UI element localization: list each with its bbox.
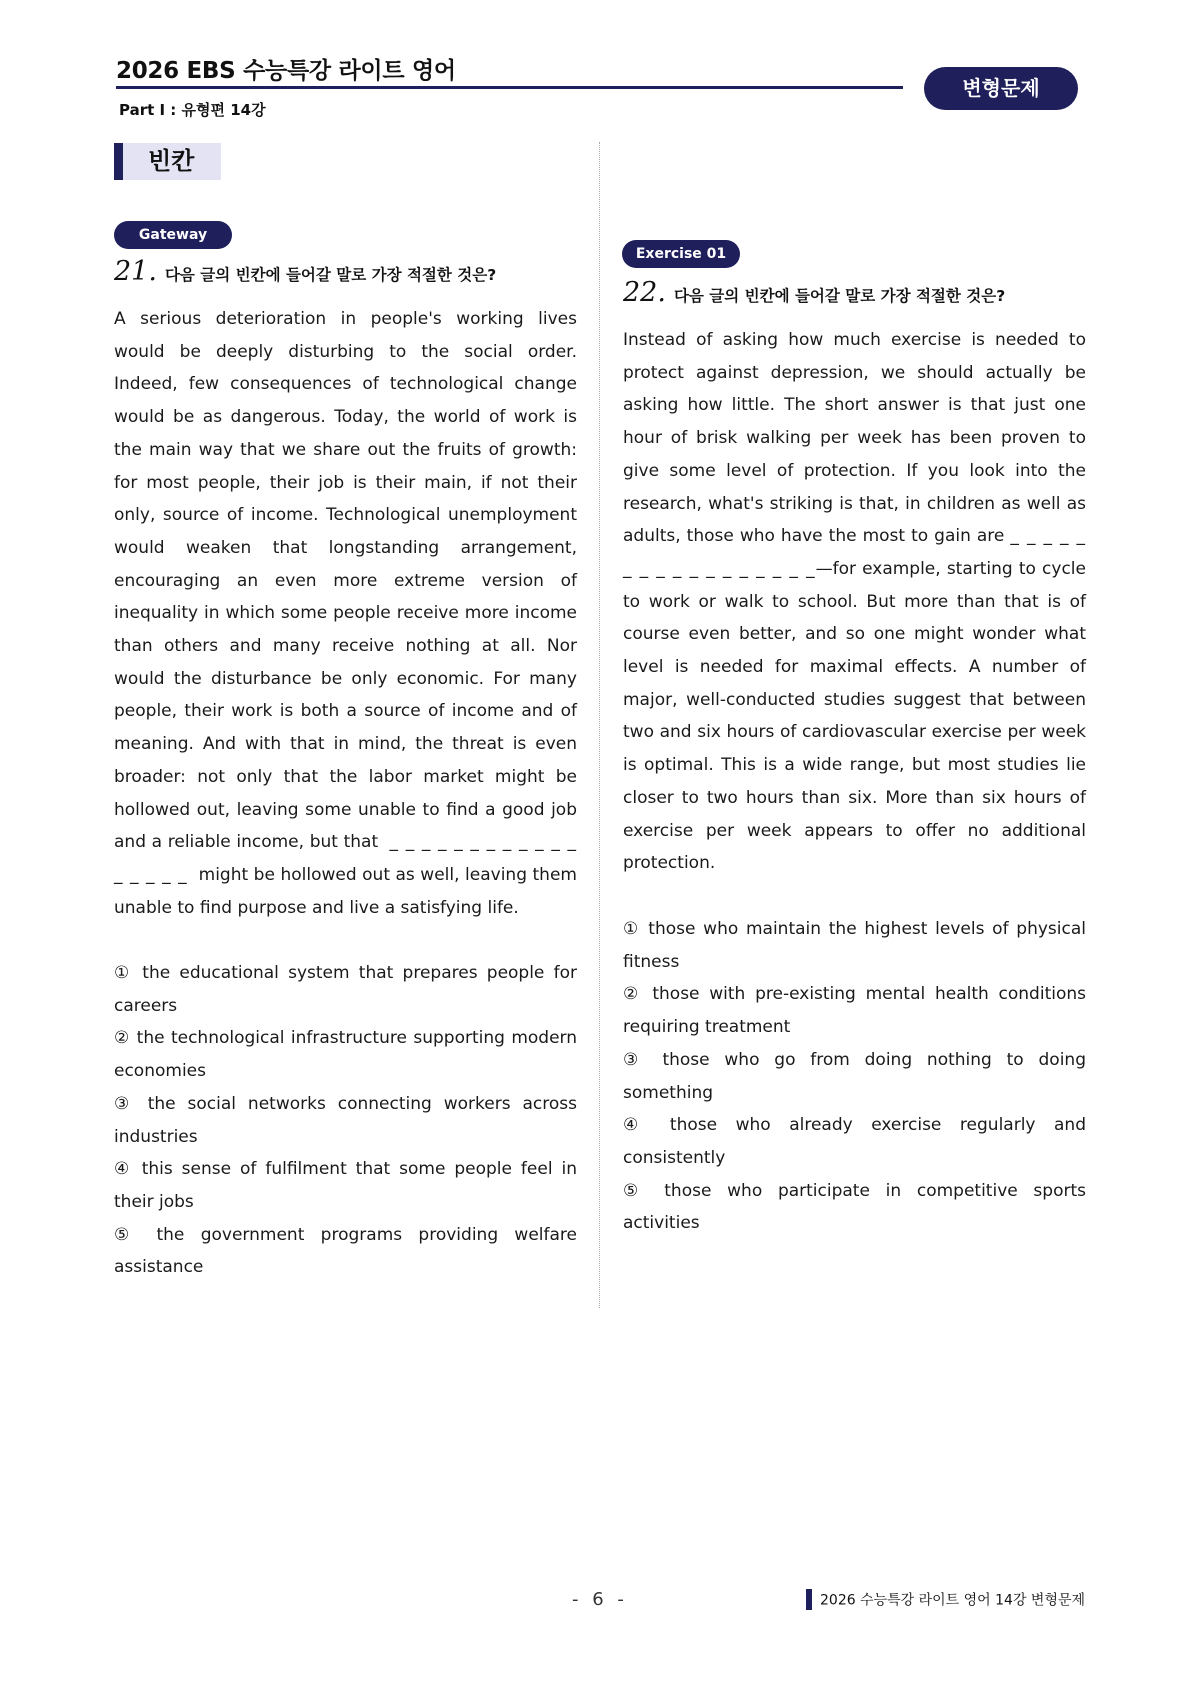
gateway-choice-5[interactable]: ⑤ the government programs providing welfare assistance — [114, 1224, 577, 1278]
gateway-question-prompt: 다음 글의 빈칸에 들어갈 말로 가장 적절한 것은? — [164, 266, 497, 284]
exercise-choice-3[interactable]: ③ those who go from doing nothing to doing something — [623, 1049, 1086, 1103]
gateway-passage-text-before: A serious deterioration in people's working lives would be deeply disturbing to the social order. Indeed, few consequences of technological change would be as dangerous. Today, the world of work is the main way that we share out the fruits of growth: for most people, their job is their main, if not their only, source of income. Technological unemployment would weaken that longstanding arrangement, encouraging an even more extreme version of inequality in which some people receive more income than others and many receive nothing at all. Nor would the disturbance be only economic. For many people, their work is both a source of income and of meaning. And with that in mind, the threat is even broader: not only that the labor market might be hollowed out, leaving some unable to find a good job and a reliable income, but that — [114, 309, 577, 853]
exercise-choices — [623, 913, 1086, 1240]
exercise-blank: _ _ _ _ _ _ _ _ _ _ _ _ _ _ _ _ _ — [623, 526, 1086, 579]
section-label: 빈칸 — [148, 147, 195, 175]
document-title: 2026 EBS 수능특강 라이트 영어 — [116, 58, 456, 84]
section-marker — [114, 143, 123, 180]
page-number: - 6 - — [572, 1589, 628, 1610]
exercise-question-number: 22. — [623, 277, 666, 308]
exercise-choice-2[interactable]: ② those with pre-existing mental health conditions requiring treatment — [623, 984, 1086, 1038]
gateway-passage — [114, 303, 577, 924]
exercise-passage — [623, 324, 1086, 880]
exercise-choice-1[interactable]: ① those who maintain the highest levels of physical fitness — [623, 919, 1086, 972]
exercise-choice-5[interactable]: ⑤ those who participate in competitive sports activities — [623, 1180, 1086, 1234]
gateway-choice-2[interactable]: ② the technological infrastructure supporting modern economies — [114, 1028, 577, 1082]
exercise-question-prompt: 다음 글의 빈칸에 들어갈 말로 가장 적절한 것은? — [673, 287, 1006, 305]
exercise-question-heading — [623, 277, 1005, 308]
header-rule — [116, 86, 903, 89]
gateway-blank: _ _ _ _ _ _ _ _ _ _ _ _ _ _ _ _ _ — [114, 832, 577, 885]
exercise-passage-text-after: —for example, starting to cycle to work or walk to school. But more than that is of course even better, and so one might wonder what level is needed for maximal effects. A number of major, well-conducted studies suggest that between two and six hours of cardiovascular exercise per week is optimal. This is a wide range, but most studies lie closer to two hours than six. More than six hours of exercise per week appears to offer no additional protection. — [623, 558, 1086, 874]
variant-badge: 변형문제 — [924, 67, 1078, 110]
section-heading — [114, 143, 221, 180]
gateway-question-number: 21. — [114, 256, 157, 287]
gateway-question-heading — [114, 256, 496, 287]
gateway-choice-4[interactable]: ④ this sense of fulfilment that some people feel in their jobs — [114, 1159, 577, 1212]
exercise-choice-4[interactable]: ④ those who already exercise regularly and consistently — [623, 1115, 1086, 1168]
gateway-passage-text-after: might be hollowed out as well, leaving them unable to find purpose and live a satisfying life. — [114, 864, 577, 918]
gateway-choices — [114, 957, 577, 1284]
footer-text: 2026 수능특강 라이트 영어 14강 변형문제 — [820, 1592, 1086, 1609]
gateway-choice-3[interactable]: ③ the social networks connecting workers across industries — [114, 1093, 577, 1147]
footer-label — [806, 1589, 1085, 1611]
column-divider — [599, 142, 600, 1308]
part-subtitle: Part Ⅰ : 유형편 14강 — [119, 101, 266, 119]
exercise-passage-text-before: Instead of asking how much exercise is needed to protect against depression, we should actually be asking how little. The short answer is that just one hour of brisk walking per week has been proven to give some level of protection. If you look into the research, what's striking is that, in children as well as adults, those who have the most to gain are — [623, 330, 1086, 547]
gateway-pill: Gateway — [114, 221, 232, 249]
gateway-choice-1[interactable]: ① the educational system that prepares people for careers — [114, 963, 577, 1016]
footer-marker — [806, 1589, 812, 1610]
exercise-pill: Exercise 01 — [622, 240, 740, 268]
